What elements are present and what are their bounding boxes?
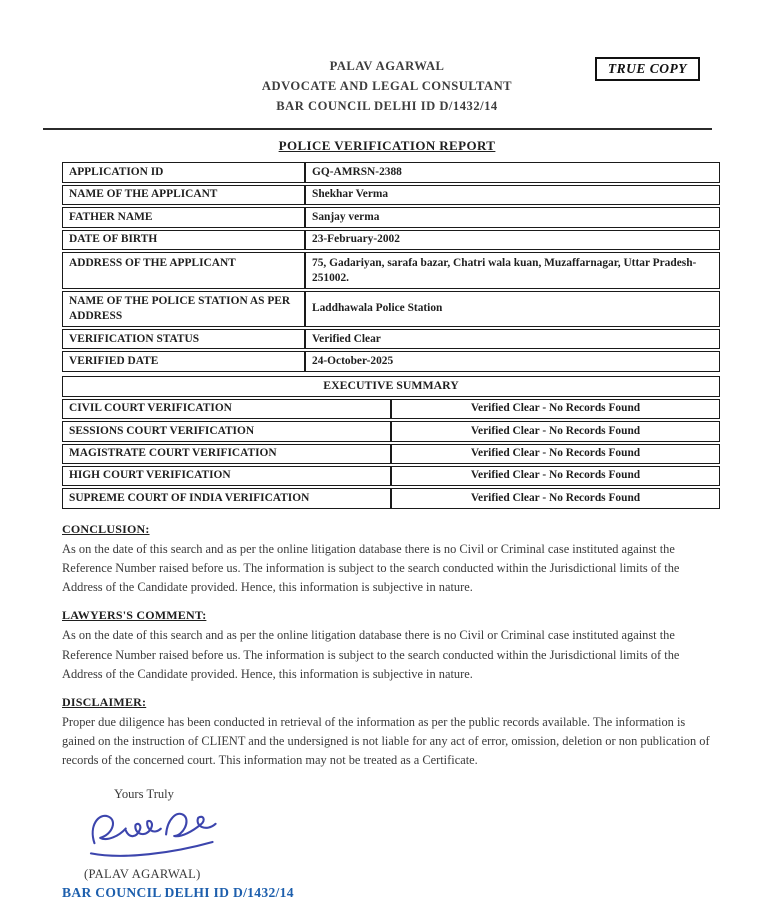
table-row xyxy=(62,291,720,327)
detail-value: 75, Gadariyan, sarafa bazar, Chatri wala kuan, Muzaffarnagar, Uttar Pradesh-251002. xyxy=(305,252,720,289)
detail-value: Verified Clear xyxy=(305,329,720,349)
disclaimer-section xyxy=(62,695,712,771)
advocate-name: PALAV AGARWAL xyxy=(329,59,445,73)
table-row xyxy=(62,444,720,464)
detail-label: APPLICATION ID xyxy=(62,162,305,182)
disclaimer-text: Proper due diligence has been conducted in retrieval of the information as per the public records available. The information is gained on the instruction of CLIENT and the undersigned is not liable for any act of error, omission, deletion or non publication of records of the concerned court. This information may not be treated as a Certificate. xyxy=(62,715,710,768)
table-row xyxy=(62,421,720,441)
detail-value: Shekhar Verma xyxy=(305,185,720,205)
detail-label: VERIFICATION STATUS xyxy=(62,329,305,349)
table-row xyxy=(62,351,720,371)
footer-bar-council-id: BAR COUNCIL DELHI ID D/1432/14 xyxy=(62,884,294,900)
executive-summary-heading: EXECUTIVE SUMMARY xyxy=(62,376,720,397)
detail-value: Laddhawala Police Station xyxy=(305,291,720,327)
executive-summary-table xyxy=(62,374,720,511)
report-title: POLICE VERIFICATION REPORT xyxy=(278,138,496,154)
detail-value: Sanjay verma xyxy=(305,207,720,227)
advocate-title: ADVOCATE AND LEGAL CONSULTANT xyxy=(261,79,513,94)
closing-salutation: Yours Truly xyxy=(114,786,174,801)
detail-label: ADDRESS OF THE APPLICANT xyxy=(62,252,305,289)
detail-label: NAME OF THE APPLICANT xyxy=(62,185,305,205)
table-row xyxy=(62,329,720,349)
detail-label: NAME OF THE POLICE STATION AS PER ADDRESS xyxy=(62,291,305,327)
lawyers-comment-text: As on the date of this search and as per the online litigation database there is no Civil or Criminal case instituted against the Reference Number raised before us. The information is subject to the search conducted within the Jurisdictional limits of the Address of the Candidate provided. Hence, this information is subjective in nature. xyxy=(62,628,680,681)
summary-value: Verified Clear - No Records Found xyxy=(391,466,720,486)
table-row xyxy=(62,376,720,397)
summary-label: SESSIONS COURT VERIFICATION xyxy=(62,421,391,441)
detail-label: FATHER NAME xyxy=(62,207,305,227)
bar-council-id: BAR COUNCIL DELHI ID D/1432/14 xyxy=(276,99,498,114)
conclusion-heading: CONCLUSION: xyxy=(62,521,150,536)
table-row xyxy=(62,230,720,250)
signature-icon xyxy=(80,804,230,862)
handwritten-signature xyxy=(80,804,712,867)
lawyers-comment-section xyxy=(62,608,712,684)
header-divider xyxy=(43,128,712,130)
table-row xyxy=(62,162,720,182)
table-row xyxy=(62,185,720,205)
summary-label: MAGISTRATE COURT VERIFICATION xyxy=(62,444,391,464)
table-row xyxy=(62,252,720,289)
summary-value: Verified Clear - No Records Found xyxy=(391,421,720,441)
lawyers-comment-heading: LAWYERS'S COMMENT: xyxy=(62,608,207,623)
table-row xyxy=(62,466,720,486)
detail-value: 23-February-2002 xyxy=(305,230,720,250)
summary-value: Verified Clear - No Records Found xyxy=(391,399,720,419)
disclaimer-heading: DISCLAIMER: xyxy=(62,695,147,710)
detail-value: GQ-AMRSN-2388 xyxy=(305,162,720,182)
conclusion-section xyxy=(62,522,712,598)
detail-label: DATE OF BIRTH xyxy=(62,230,305,250)
summary-value: Verified Clear - No Records Found xyxy=(391,488,720,508)
table-row xyxy=(62,207,720,227)
summary-label: SUPREME COURT OF INDIA VERIFICATION xyxy=(62,488,391,508)
true-copy-stamp: TRUE COPY xyxy=(595,57,700,81)
applicant-details-table xyxy=(62,160,720,373)
detail-value: 24-October-2025 xyxy=(305,351,720,371)
signatory-name: (PALAV AGARWAL) xyxy=(84,866,201,881)
summary-value: Verified Clear - No Records Found xyxy=(391,444,720,464)
table-row xyxy=(62,399,720,419)
table-row xyxy=(62,488,720,508)
summary-label: CIVIL COURT VERIFICATION xyxy=(62,399,391,419)
conclusion-text: As on the date of this search and as per the online litigation database there is no Civil or Criminal case instituted against the Reference Number raised before us. The information is subject to the search conducted within the Jurisdictional limits of the Address of the Candidate provided. Hence, this information is subjective in nature. xyxy=(62,541,680,595)
summary-label: HIGH COURT VERIFICATION xyxy=(62,466,391,486)
detail-label: VERIFIED DATE xyxy=(62,351,305,371)
